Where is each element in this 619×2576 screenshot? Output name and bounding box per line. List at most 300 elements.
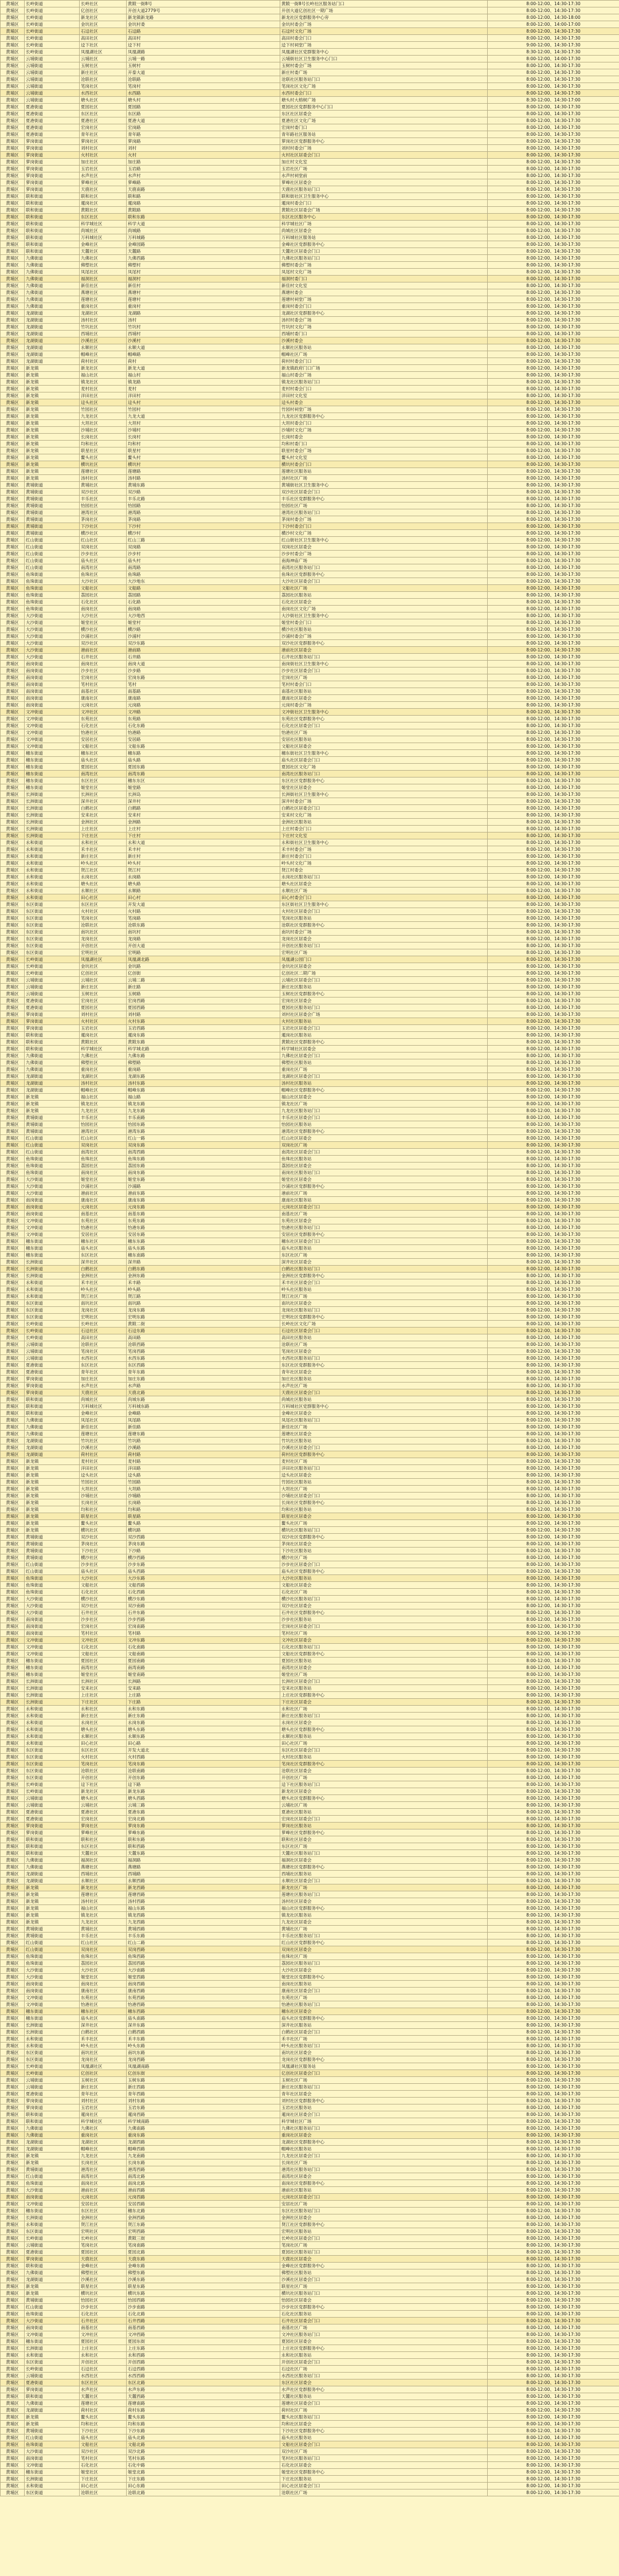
address-cell: 贤江东路 [127,2221,280,2228]
hours-cell: 8:00-12:00、14:30-17:30 [488,2304,619,2311]
address-cell: 南坑东路 [127,2049,280,2056]
street-cell: 大沙街道 [25,1183,80,1190]
community-cell: 田心社区 [80,894,127,901]
location-cell: 南湾社区服务站门口 [280,564,488,571]
street-cell: 穗东街道 [25,750,80,757]
address-cell: 大沙地西 [127,612,280,619]
district-cell: 黄埔区 [1,1142,25,1149]
community-cell: 宏岗社区 [80,124,127,131]
table-row [1,1836,619,1843]
table-row [1,1658,619,1664]
address-cell: 帽峰路 [127,351,280,358]
table-row [1,681,619,688]
location-cell: 玉树社区党群服务中心 [280,991,488,998]
community-cell: 沙步社区 [80,667,127,674]
street-cell: 新龙镇 [25,1493,80,1499]
table-row [1,2276,619,2283]
community-cell: 金峰社区 [80,1410,127,1417]
community-cell: 宏明社区 [80,1314,127,1321]
address-cell: 天麓西路 [127,2393,280,2400]
district-cell: 黄埔区 [1,1513,25,1520]
community-cell: 新龙社区 [80,1884,127,1891]
street-cell: 红山街道 [25,544,80,551]
address-cell: 新龙镇新龙路 [127,14,280,21]
community-cell: 金坑社区 [80,963,127,970]
street-cell: 黄埔街道 [25,1534,80,1541]
address-cell: 联和东路 [127,214,280,221]
community-cell: 亿创社区 [80,970,127,977]
table-row [1,234,619,241]
hours-cell: 8:00-12:00、14:30-17:30 [488,2256,619,2263]
location-cell: 莲塘村祠堂广场 [280,296,488,303]
address-cell: 玉岩路 [127,166,280,172]
hours-cell: 8:00-12:00、14:30-17:30 [488,881,619,888]
hours-cell: 8:00-12:00、14:30-17:30 [488,2297,619,2304]
district-cell: 黄埔区 [1,1011,25,1018]
community-cell: 宏明社区 [80,2228,127,2235]
address-cell: 新龙大道 [127,365,280,372]
street-cell: 永和街道 [25,867,80,874]
community-cell: 天鹿社区 [80,1389,127,1396]
location-cell: 双沙社区党群服务中心 [280,1534,488,1541]
community-cell: 横沙社区 [80,626,127,633]
community-cell: 沙溪社区 [80,2276,127,2283]
hours-cell: 8:00-12:00、14:30-17:30 [488,1616,619,1623]
hours-cell: 8:00-12:00、14:30-17:30 [488,62,619,69]
community-cell: 港湾社区 [80,509,127,516]
table-row [1,475,619,482]
address-cell: 火村路 [127,908,280,915]
street-cell: 文冲街道 [25,1651,80,1658]
table-row [1,1850,619,1857]
hours-cell: 8:00-12:00、14:30-17:30 [488,970,619,977]
address-cell: 迳下路 [127,1781,280,1788]
hours-cell: 8:00-12:00、14:30-17:30 [488,207,619,214]
table-row [1,1334,619,1341]
address-cell: 刘村东路 [127,2098,280,2104]
location-cell: 南湾社区服务站门口 [280,771,488,777]
hours-cell: 8:00-12:00、14:30-17:30 [488,392,619,399]
table-row [1,324,619,331]
district-cell: 黄埔区 [1,1211,25,1218]
address-cell: 南岗东路 [127,1169,280,1176]
table-row [1,166,619,172]
address-cell: 黄陂二街 [127,1321,280,1328]
street-cell: 黄埔街道 [25,502,80,509]
district-cell: 黄埔区 [1,943,25,949]
table-row [1,2043,619,2049]
street-cell: 红山街道 [25,2173,80,2180]
district-cell: 黄埔区 [1,1369,25,1376]
location-cell: 荷村社区广场 [280,2407,488,2414]
location-cell: 龙湖社区党群服务中心 [280,310,488,317]
location-cell: 贤江村委会 [280,867,488,874]
table-row [1,2469,619,2476]
hours-cell: 8:00-12:00、14:30-17:30 [488,2352,619,2359]
community-cell: 怡港社区 [80,2001,127,2008]
location-cell: 姬堂社区党群服务中心 [280,1974,488,1981]
address-cell: 亿创街 [127,970,280,977]
hours-cell: 8:30-12:00、14:30-17:00 [488,97,619,104]
street-cell: 夏港街道 [25,117,80,124]
street-cell: 东区街道 [25,943,80,949]
table-row [1,1486,619,1493]
table-row [1,2428,619,2434]
community-cell: 水西社区 [80,2373,127,2379]
hours-cell: 8:00-12:00、14:30-17:30 [488,2008,619,2015]
hours-cell: 8:00-12:00、14:30-18:00 [488,14,619,21]
street-cell: 萝岗街道 [25,1829,80,1836]
address-cell: 南岗北路 [127,2180,280,2187]
district-cell: 黄埔区 [1,1190,25,1197]
street-cell: 新龙镇 [25,413,80,420]
street-cell: 龙湖街道 [25,310,80,317]
location-cell: 金洲社区服务站 [280,819,488,826]
community-cell: 新龙社区 [80,14,127,21]
table-row [1,1355,619,1362]
district-cell: 黄埔区 [1,28,25,35]
table-row [1,2070,619,2077]
hours-cell: 8:00-12:00、14:30-17:30 [488,984,619,991]
table-row [1,1637,619,1644]
district-cell: 黄埔区 [1,1953,25,1960]
address-cell: 安居路 [127,736,280,743]
location-cell: 姬堂社区广场 [280,1671,488,1678]
table-row [1,2489,619,2496]
address-cell: 深井东路 [127,2022,280,2029]
hours-cell: 8:00-12:00、14:30-17:30 [488,1568,619,1575]
location-cell: 塘头社区居委会 [280,881,488,888]
street-cell: 红山街道 [25,1149,80,1156]
address-cell: 沧联南路 [127,1768,280,1774]
community-cell: 鱼珠社区 [80,571,127,578]
street-cell: 大沙街道 [25,647,80,654]
community-cell: 玉岩社区 [80,2104,127,2111]
address-cell: 荷村路 [127,1451,280,1458]
address-cell: 新佳村 [127,282,280,289]
community-cell: 南岗社区 [80,606,127,612]
street-cell: 长岭街道 [25,1781,80,1788]
community-cell: 横坑社区 [80,461,127,468]
district-cell: 黄埔区 [1,1376,25,1383]
street-cell: 云埔街道 [25,83,80,90]
street-cell: 永和街道 [25,1293,80,1300]
address-cell: 姬堂北路 [127,2469,280,2476]
street-cell: 东区街道 [25,1300,80,1307]
table-row [1,1568,619,1575]
street-cell: 龙湖街道 [25,324,80,331]
table-row [1,1341,619,1348]
district-cell: 黄埔区 [1,1726,25,1733]
location-cell: 大坦村委会门口 [280,420,488,427]
community-cell: 高田社区 [80,35,127,42]
table-row [1,592,619,599]
community-cell: 南基社区 [80,1211,127,1218]
street-cell: 穗东街道 [25,757,80,764]
district-cell: 黄埔区 [1,1527,25,1534]
community-cell: 笔村社区 [80,2455,127,2462]
table-row [1,241,619,248]
location-cell: 南岗社区服务站 [280,1981,488,1988]
location-cell: 沙步社区党群服务中心 [280,2304,488,2311]
district-cell: 黄埔区 [1,853,25,860]
address-cell: 永和东路 [127,1706,280,1713]
district-cell: 黄埔区 [1,681,25,688]
table-row [1,667,619,674]
hours-cell: 8:00-12:00、14:30-17:30 [488,1046,619,1053]
address-cell: 石迳路 [127,28,280,35]
community-cell: 燕塘社区 [80,289,127,296]
hours-cell: 8:00-12:00、14:30-17:30 [488,1967,619,1974]
district-cell: 黄埔区 [1,62,25,69]
table-row [1,1541,619,1548]
table-row [1,1183,619,1190]
community-cell: 姬堂社区 [80,784,127,791]
address-cell: 均和村 [127,441,280,447]
district-cell: 黄埔区 [1,1444,25,1451]
street-cell: 九佛街道 [25,2132,80,2139]
location-cell: 联和社区居委会 [280,1836,488,1843]
location-cell: 均和社区居委会 [280,2421,488,2428]
district-cell: 黄埔区 [1,1988,25,1994]
hours-cell: 8:00-12:00、14:30-17:30 [488,2063,619,2070]
table-row [1,2441,619,2448]
address-cell: 石迳西路 [127,2366,280,2373]
community-cell: 重岗社区 [80,2132,127,2139]
table-row [1,42,619,49]
table-row [1,1747,619,1754]
hours-cell: 8:00-12:00、14:30-17:30 [488,1465,619,1472]
community-cell: 金峰社区 [80,241,127,248]
district-cell: 黄埔区 [1,1169,25,1176]
community-cell: 石迳社区 [80,1328,127,1334]
address-cell: 东区路 [127,111,280,117]
district-cell: 黄埔区 [1,2201,25,2208]
street-cell: 联和街道 [25,2118,80,2125]
district-cell: 黄埔区 [1,2104,25,2111]
street-cell: 鱼珠街道 [25,578,80,585]
district-cell: 黄埔区 [1,14,25,21]
address-cell: 南湾北路 [127,2173,280,2180]
street-cell: 黄埔街道 [25,2166,80,2173]
district-cell: 黄埔区 [1,1795,25,1802]
community-cell: 亿创社区 [80,7,127,14]
hours-cell: 8:00-12:00、14:30-17:30 [488,159,619,166]
district-cell: 黄埔区 [1,888,25,894]
hours-cell: 8:00-12:00、14:30-17:30 [488,991,619,998]
table-row [1,2084,619,2091]
table-row [1,606,619,612]
community-cell: 长岭社区 [80,1321,127,1328]
community-cell: 黄埔社区 [80,1926,127,1933]
district-cell: 黄埔区 [1,2070,25,2077]
location-cell: 汤村村委会广场 [280,317,488,324]
address-cell: 双沙西路 [127,1534,280,1541]
address-cell: 联星路 [127,1513,280,1520]
table-row [1,1004,619,1011]
location-cell: 港湾社区党群服务中心 [280,1128,488,1135]
address-cell: 云埔三路 [127,1802,280,1809]
street-cell: 长岭街道 [25,14,80,21]
table-row [1,1252,619,1259]
location-cell: 福山社区党群服务中心 [280,1905,488,1912]
district-cell: 黄埔区 [1,90,25,97]
table-row [1,998,619,1004]
district-cell: 黄埔区 [1,1816,25,1823]
community-cell: 镇龙社区 [80,1101,127,1108]
hours-cell: 8:00-12:00、14:30-17:30 [488,1864,619,1871]
location-cell: 文船社区居委会 [280,743,488,750]
district-cell: 黄埔区 [1,1431,25,1438]
location-cell: 安居社区广场 [280,2201,488,2208]
district-cell: 黄埔区 [1,1561,25,1568]
district-cell: 黄埔区 [1,1032,25,1039]
community-cell: 凤凰湖社区 [80,2063,127,2070]
community-cell: 禾丰社区 [80,846,127,853]
district-cell: 黄埔区 [1,1046,25,1053]
location-cell: 新龙社区居委会 [280,1788,488,1795]
table-row [1,1781,619,1788]
district-cell: 黄埔区 [1,1671,25,1678]
community-cell: 田心社区 [80,1740,127,1747]
hours-cell: 8:00-12:00、14:30-17:30 [488,695,619,702]
community-cell: 莲塘社区 [80,2400,127,2407]
location-cell: 安来村文化广场 [280,812,488,819]
address-cell: 鳌头村 [127,454,280,461]
street-cell: 龙湖街道 [25,1438,80,1444]
address-cell: 大坦路 [127,1486,280,1493]
community-cell: 帽峰社区 [80,351,127,358]
hours-cell: 8:00-12:00、14:30-17:30 [488,124,619,131]
table-row [1,1321,619,1328]
street-cell: 九佛街道 [25,276,80,282]
location-cell: 红山社区党群服务中心 [280,1939,488,1946]
location-cell: 沙浦社区党群服务中心 [280,1183,488,1190]
table-row [1,1479,619,1486]
street-cell: 红山街道 [25,1568,80,1575]
address-cell: 宏明东路 [127,1314,280,1321]
address-cell: 荔园西路 [127,1960,280,1967]
community-cell: 白鹤社区 [80,2029,127,2036]
table-row [1,2263,619,2269]
table-row [1,1025,619,1032]
street-cell: 穗东街道 [25,2008,80,2015]
table-row [1,1699,619,1706]
table-row [1,1905,619,1912]
community-cell: 石化社区 [80,1644,127,1651]
table-row [1,454,619,461]
community-cell: 东区社区 [80,1747,127,1754]
street-cell: 夏港街道 [25,1809,80,1816]
district-cell: 黄埔区 [1,2366,25,2373]
community-cell: 青年社区 [80,131,127,138]
address-cell: 东区西路 [127,1362,280,1369]
district-cell: 黄埔区 [1,633,25,640]
address-cell: 鱼珠东路 [127,1156,280,1163]
address-cell: 永顺西路 [127,1878,280,1884]
address-cell: 科学大道 [127,221,280,227]
community-cell: 夏园社区 [80,2249,127,2256]
address-cell: 穗东东路 [127,1238,280,1245]
street-cell: 云埔街道 [25,56,80,62]
table-row [1,262,619,269]
location-cell: 长岗社区广场 [280,2159,488,2166]
district-cell: 黄埔区 [1,1850,25,1857]
hours-cell: 8:00-12:00、14:30-17:30 [488,1362,619,1369]
table-row [1,977,619,984]
district-cell: 黄埔区 [1,1740,25,1747]
address-cell: 夏园路 [127,104,280,111]
community-cell: 禾丰社区 [80,2036,127,2043]
address-cell: 红山一路 [127,1135,280,1142]
community-cell: 茅岗社区 [80,516,127,523]
hours-cell: 8:00-12:00、14:30-17:30 [488,1218,619,1224]
hours-cell: 8:00-12:00、14:30-17:30 [488,1919,619,1926]
street-cell: 永和街道 [25,888,80,894]
table-row [1,2187,619,2194]
hours-cell: 8:00-12:00、14:30-17:30 [488,688,619,695]
street-cell: 九佛街道 [25,269,80,276]
table-row [1,537,619,544]
street-cell: 九佛街道 [25,262,80,269]
street-cell: 永和街道 [25,874,80,881]
location-cell: 东区社区居委会 [280,111,488,117]
table-row [1,138,619,145]
street-cell: 文冲街道 [25,743,80,750]
hours-cell: 8:00-12:00、14:30-17:30 [488,145,619,152]
address-cell: 穗东南路 [127,1252,280,1259]
location-cell: 天鹿社区居委会 [280,2256,488,2263]
address-cell: 白鹤东路 [127,1266,280,1273]
community-cell: 均和社区 [80,441,127,447]
community-cell: 安来社区 [80,812,127,819]
table-row [1,1114,619,1121]
hours-cell: 8:00-12:00、14:30-17:30 [488,344,619,351]
hours-cell: 8:00-12:00、14:30-17:30 [488,1307,619,1314]
location-cell: 宏岗社区广场 [280,674,488,681]
community-cell: 夏园社区 [80,1658,127,1664]
district-cell: 黄埔区 [1,2256,25,2263]
district-cell: 黄埔区 [1,2001,25,2008]
location-cell: 永顺社区服务站 [280,1733,488,1740]
district-cell: 黄埔区 [1,2263,25,2269]
address-cell: 田心村 [127,894,280,901]
hours-cell: 8:00-12:00、14:30-17:30 [488,1080,619,1087]
community-cell: 沧联社区 [80,76,127,83]
district-cell: 黄埔区 [1,1273,25,1279]
hours-cell: 8:00-12:00、14:30-17:30 [488,2386,619,2393]
district-cell: 黄埔区 [1,2290,25,2297]
location-cell: 禾丰村委会广场 [280,846,488,853]
community-cell: 石化社区 [80,2462,127,2469]
street-cell: 东区街道 [25,1768,80,1774]
community-cell: 荷村社区 [80,1451,127,1458]
address-cell: 石迳东路 [127,1328,280,1334]
district-cell: 黄埔区 [1,2043,25,2049]
district-cell: 黄埔区 [1,97,25,104]
address-cell: 永岗东路 [127,1719,280,1726]
community-cell: 横坑社区 [80,2290,127,2297]
hours-cell: 8:00-12:00、14:30-17:30 [488,1238,619,1245]
hours-cell: 8:00-12:00、14:30-17:30 [488,441,619,447]
table-row [1,282,619,289]
community-cell: 均和社区 [80,2421,127,2428]
street-cell: 夏港街道 [25,124,80,131]
district-cell: 黄埔区 [1,1059,25,1066]
street-cell: 新龙镇 [25,1912,80,1919]
hours-cell: 8:00-12:00、14:30-17:30 [488,1836,619,1843]
address-cell: 康南东路 [127,1197,280,1204]
